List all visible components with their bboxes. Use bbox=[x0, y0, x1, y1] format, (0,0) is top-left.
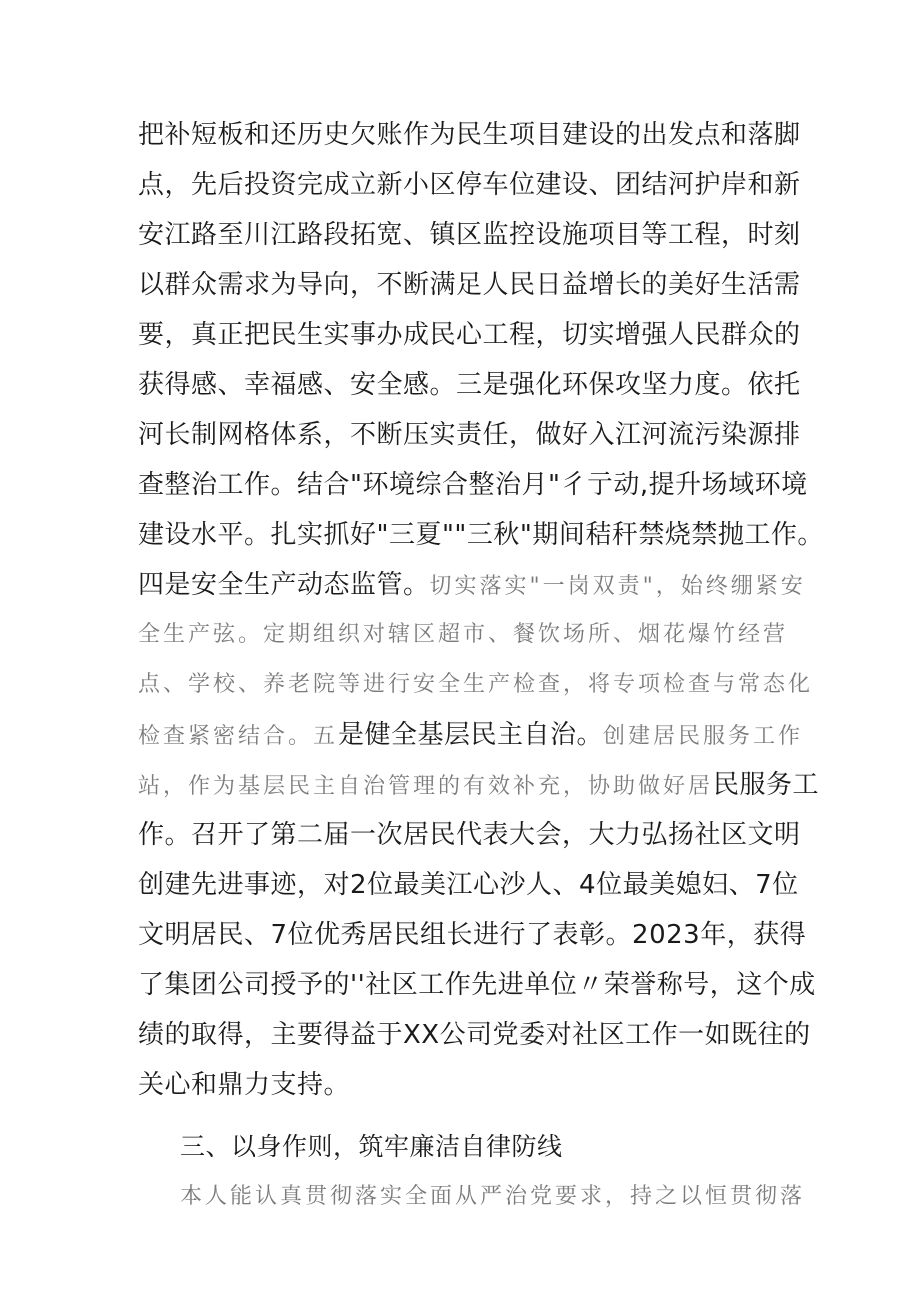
paragraph-line: 获得感、幸福感、安全感。三是强化环保攻坚力度。依托 bbox=[138, 370, 801, 400]
faint-paragraph-line: 本人能认真贯彻落实全面从严治党要求，持之以恒贯彻落 bbox=[180, 1184, 806, 1209]
faint-paragraph-line: 点、学校、养老院等进行安全生产检查，将专项检查与常态化 bbox=[138, 672, 814, 697]
paragraph-line: 查整治工作。结合"环境综合整治月"彳亍动,提升场域环境 bbox=[138, 470, 808, 500]
paragraph-line: 建设水平。扎实抓好"三夏""三秋"期间秸秆禁烧禁抛工作。 bbox=[138, 520, 824, 550]
paragraph-line: 以群众需求为导向，不断满足人民日益增长的美好生活需 bbox=[138, 270, 801, 300]
paragraph-line: 作。召开了第二届一次居民代表大会，大力弘扬社区文明 bbox=[138, 820, 801, 850]
paragraph-line-mixed bbox=[138, 568, 806, 604]
paragraph-line: 把补短板和还历史欠账作为民生项目建设的出发点和落脚 bbox=[138, 120, 801, 150]
bold-text: 四是安全生产动态监管。 bbox=[138, 570, 430, 600]
bold-text: 是健全基层民主自治。 bbox=[338, 720, 604, 750]
bold-text: 民服务工 bbox=[713, 770, 820, 800]
paragraph-line: 河长制网格体系，不断压实责任，做好入江河流污染源排 bbox=[138, 420, 801, 450]
section-heading: 三、以身作则，筑牢廉洁自律防线 bbox=[180, 1132, 563, 1161]
faint-text: 检查紧密结合。五 bbox=[138, 724, 339, 749]
paragraph-line: 点，先后投资完成立新小区停车位建设、团结河护岸和新 bbox=[138, 170, 801, 200]
paragraph-line: 创建先进事迹，对2位最美江心沙人、4位最美媳妇、7位 bbox=[138, 870, 799, 900]
faint-text: 站，作为基层民主自治管理的有效补充，协助做好居 bbox=[138, 774, 714, 799]
paragraph-line: 文明居民、7位优秀居民组长进行了表彰。2023年，获得 bbox=[138, 920, 807, 950]
paragraph-line: 安江路至川江路段拓宽、镇区监控设施项目等工程，时刻 bbox=[138, 220, 801, 250]
faint-text: 切实落实"一岗双责"，始终绷紧安 bbox=[429, 574, 806, 599]
paragraph-line: 关心和鼎力支持。 bbox=[138, 1070, 351, 1100]
paragraph-line: 绩的取得，主要得益于XX公司党委对社区工作一如既往的 bbox=[138, 1020, 811, 1050]
paragraph-line-mixed bbox=[138, 718, 803, 754]
paragraph-line: 要，真正把民生实事办成民心工程，切实增强人民群众的 bbox=[138, 320, 801, 350]
paragraph-line: 了集团公司授予的''社区工作先进单位〃荣誉称号，这个成 bbox=[138, 970, 816, 1000]
paragraph-line-mixed bbox=[138, 768, 819, 804]
faint-text: 创建居民服务工作 bbox=[603, 724, 804, 749]
faint-paragraph-line: 全生产弦。定期组织对辖区超市、餐饮场所、烟花爆竹经营 bbox=[138, 622, 789, 647]
